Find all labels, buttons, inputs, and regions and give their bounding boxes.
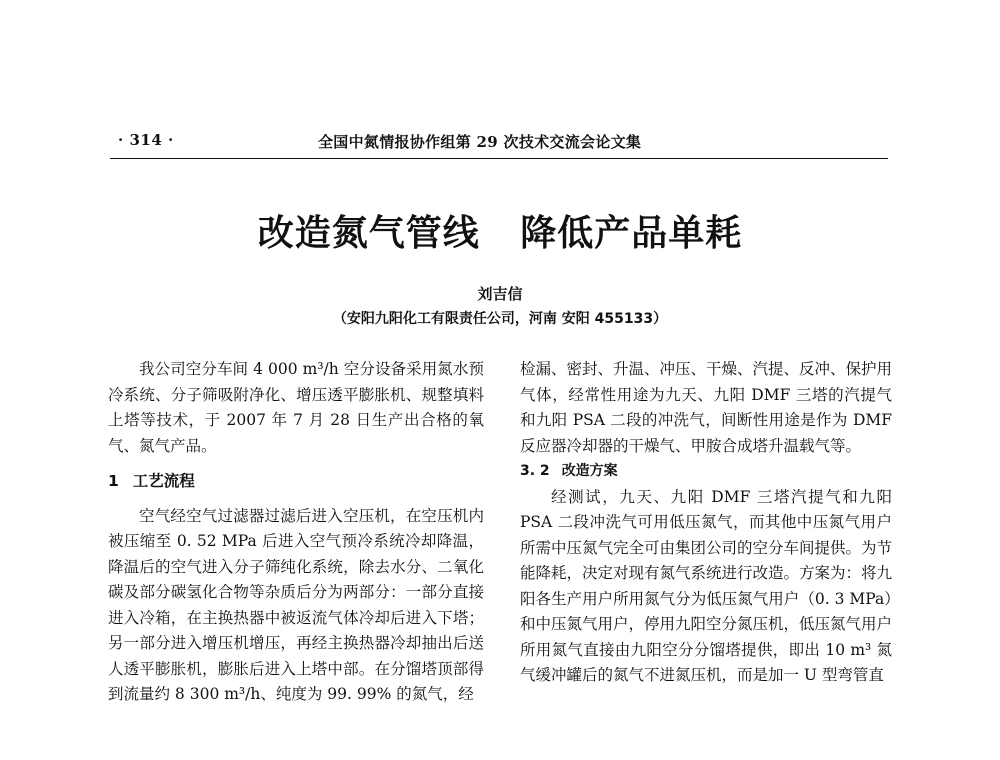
- subsection-heading-plan: [520, 459, 892, 485]
- section-heading-process: [108, 469, 484, 495]
- author-affiliation: （安阳九阳化工有限责任公司，河南 安阳 455133）: [332, 311, 668, 327]
- author-name: 刘吉信: [477, 285, 523, 303]
- section-number: 1: [108, 472, 119, 490]
- running-title: 全国中氮情报协作组第 29 次技术交流会论文集: [318, 133, 642, 151]
- plan-paragraph: 经测试，九天、九阳 DMF 三塔汽提气和九阳 PSA 二段冲洗气可用低压氮气，而其他中压氮气用户所需中压氮气完全可由集团公司的空分车间提供。为节能降耗，决定对现有氮气系统进行改造。方案为：将九阳各生产用户所用氮气分为低压氮气用户（0. 3 MPa）和中压氮气用户，停用九阳空分氮压机，低压氮气用户所用氮气直接由九阳空分分馏塔提供，即出 10 m³ 氮气缓冲罐后的氮气不进氮压机，而是加一 U 型弯管直: [520, 487, 893, 684]
- header-rule: [110, 158, 888, 159]
- page-number: · 314 ·: [118, 131, 174, 149]
- left-column: [108, 357, 484, 708]
- subsection-title: 改造方案: [561, 463, 618, 479]
- section-title: 工艺流程: [132, 472, 195, 490]
- article-title: 改造氮气管线 降低产品单耗: [257, 212, 743, 254]
- process-paragraph: 空气经空气过滤器过滤后进入空压机，在空压机内被压缩至 0. 52 MPa 后进入空气预冷系统冷却降温，降温后的空气进入分子筛纯化系统，除去水分、二氧化碳及部分碳氢化合物等杂质后分为两部分：一部分直接进入冷箱，在主换热器中被返流气体冷却后进入下塔；另一部分进入增压机增压，再经主换热器冷却抽出后送人透平膨胀机，膨胀后进入上塔中部。在分馏塔顶部得到流量约 8 300 m³/h、纯度为 99. 99% 的氮气，经: [108, 506, 484, 703]
- subsection-number: 3. 2: [520, 463, 550, 479]
- right-column: [520, 357, 892, 689]
- continued-paragraph: 检漏、密封、升温、冲压、干燥、汽提、反冲、保护用气体，经常性用途为九天、九阳 DMF 三塔的汽提气和九阳 PSA 二段的冲洗气，间断性用途是作为 DMF 反应器冷却器的干燥气、甲胺合成塔升温载气等。: [520, 360, 893, 455]
- intro-paragraph: 我公司空分车间 4 000 m³/h 空分设备采用氮水预冷系统、分子筛吸附净化、增压透平膨胀机、规整填料上塔等技术，于 2007 年 7 月 28 日生产出合格的氧气、氮气产品。: [108, 360, 484, 455]
